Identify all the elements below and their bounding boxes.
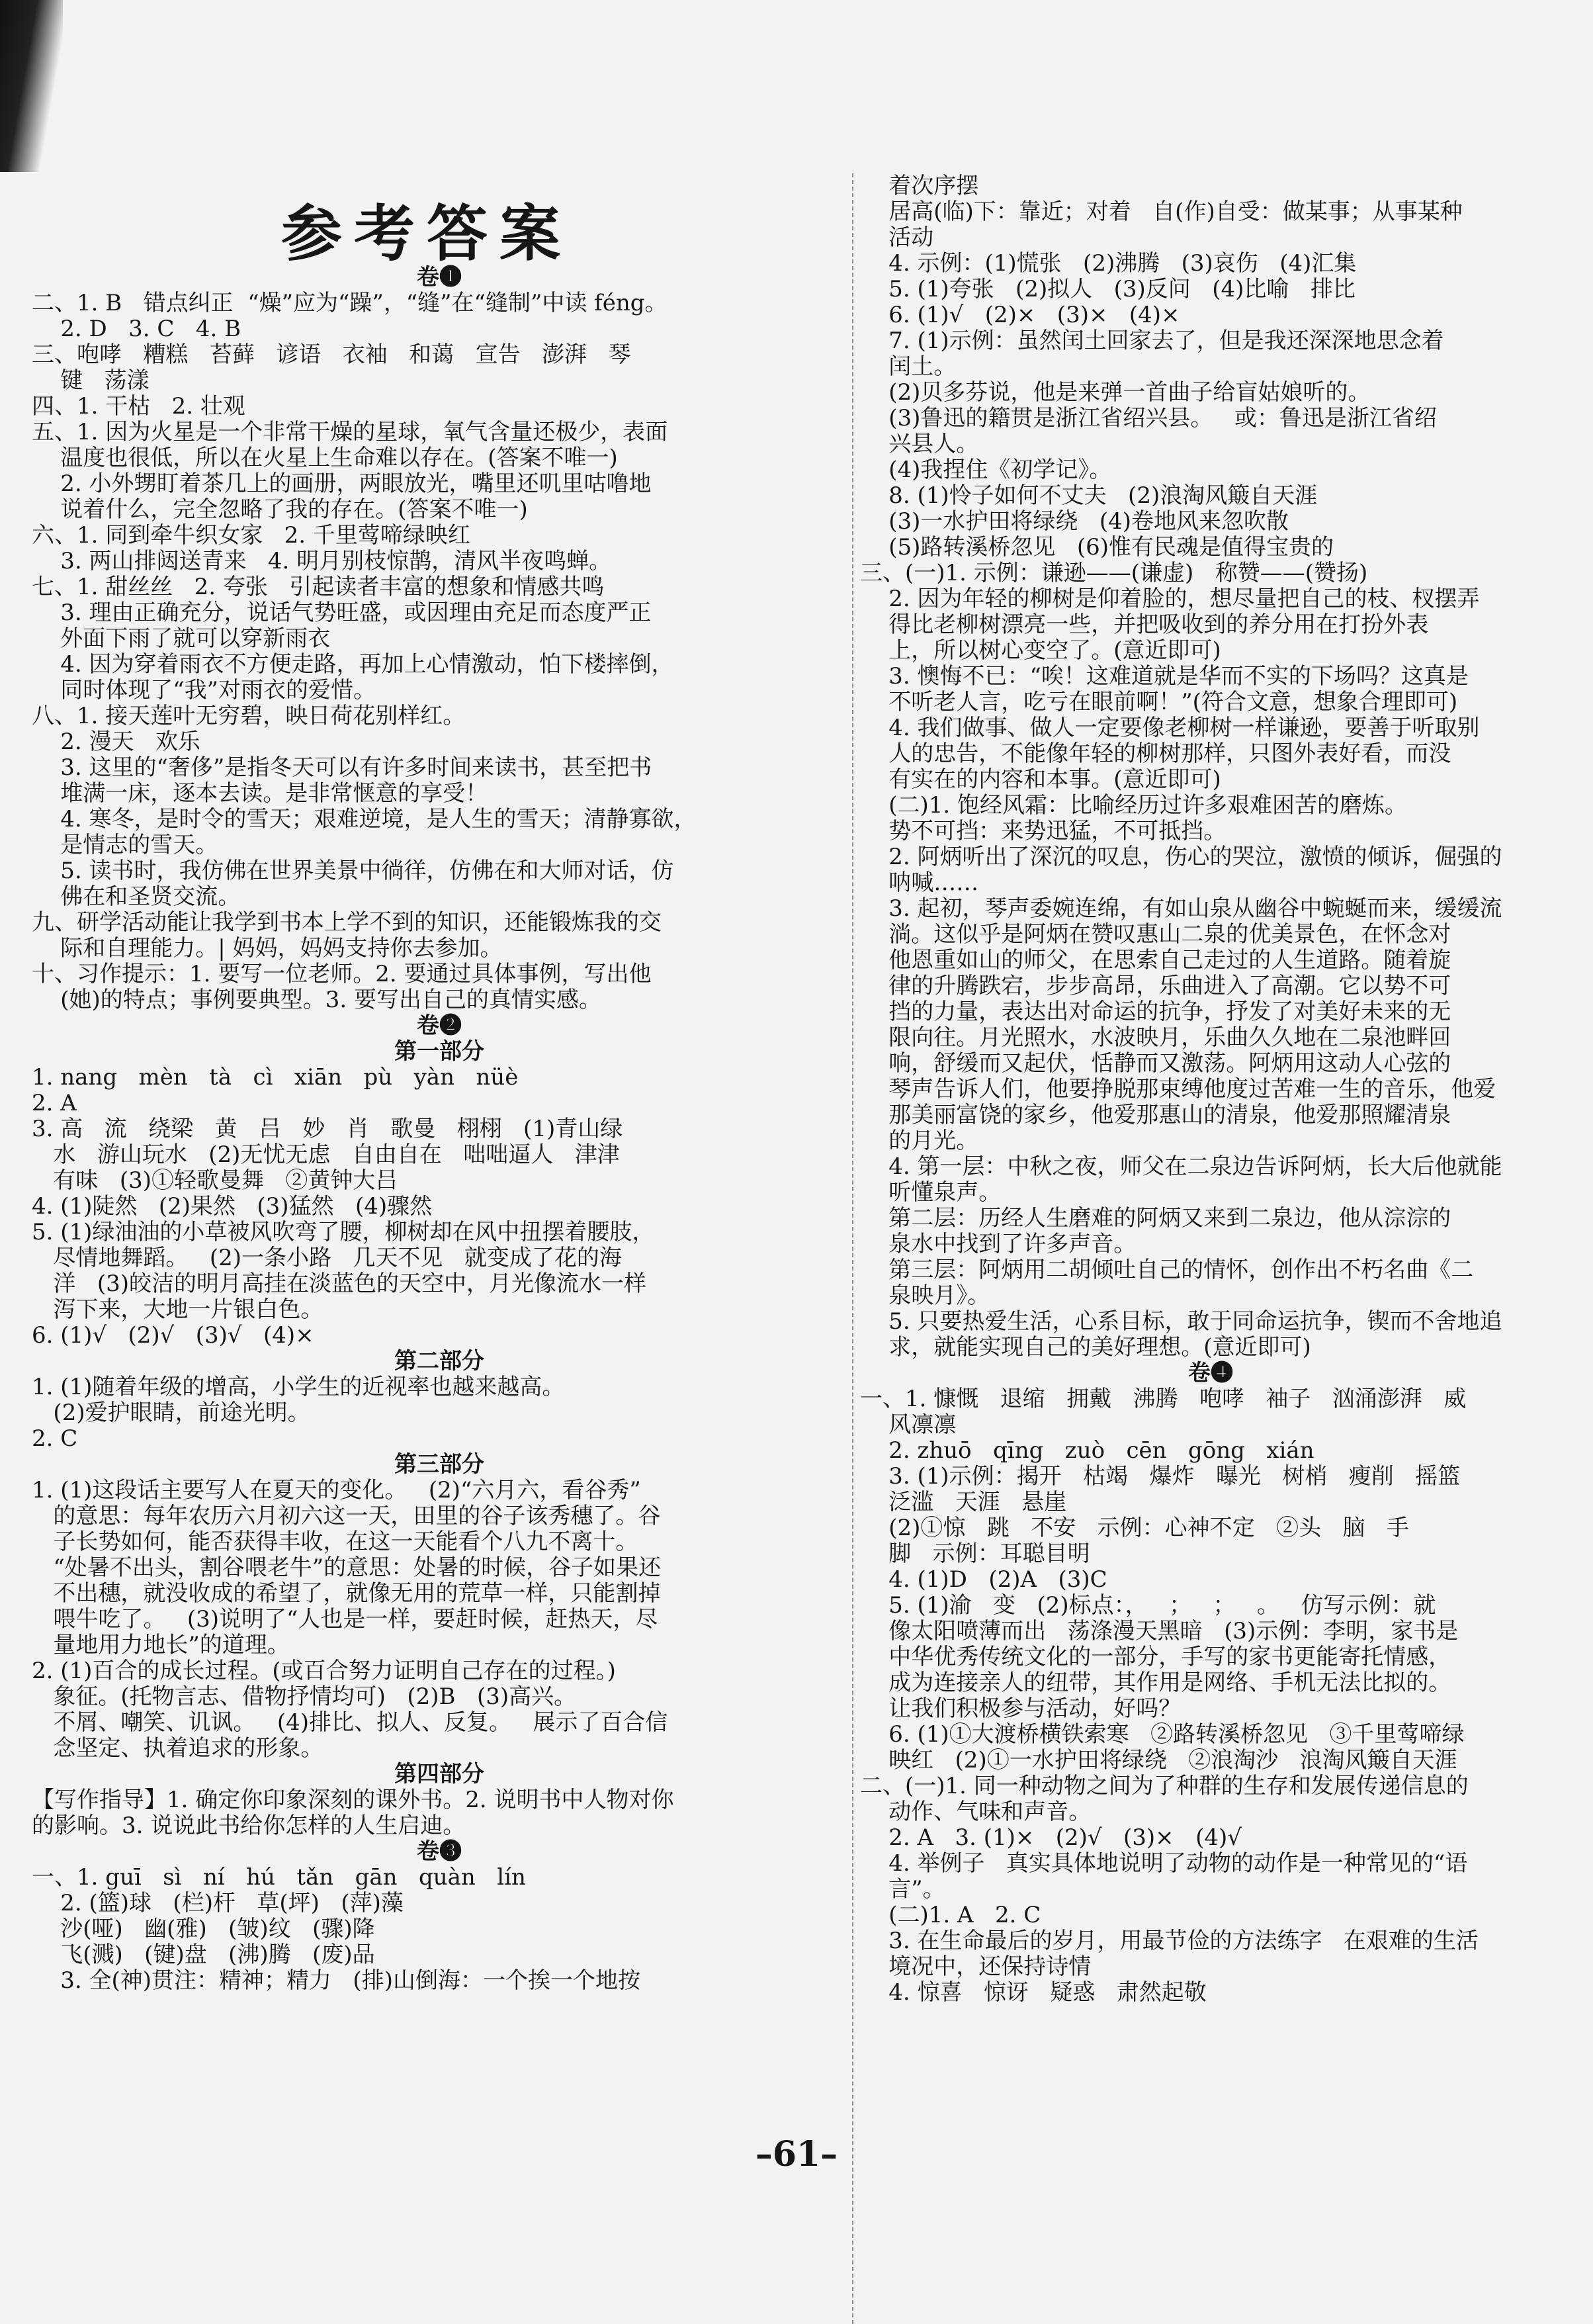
answer-line: 中华优秀传统文化的一部分，手写的家书更能寄托情感， xyxy=(860,1644,1451,1670)
answer-line: 堆满一床，逐本去读。是非常惬意的享受！ xyxy=(32,781,488,807)
answer-line: 泉水中找到了许多声音。 xyxy=(860,1231,1137,1257)
answer-line: 1. (1)随着年级的增高，小学生的近视率也越来越高。 xyxy=(32,1374,565,1400)
answer-line: 泻下来，大地一片银白色。 xyxy=(32,1297,323,1323)
answer-line: 2. 因为年轻的柳树是仰着脸的，想尽量把自己的枝、杈摆弄 xyxy=(860,586,1480,612)
answer-line: 脚 示例：耳聪目明 xyxy=(860,1541,1090,1567)
answer-line: 飞(溅) (键)盘 (沸)腾 (废)品 xyxy=(32,1942,375,1968)
answer-line: 3. 理由正确充分，说话气势旺盛，或因理由充足而态度严正 xyxy=(32,600,652,626)
section-heading: 卷❷ xyxy=(417,1013,462,1039)
answer-line: 求，就能实现自己的美好理想。(意近即可) xyxy=(860,1335,1311,1361)
answer-line: 九、研学活动能让我学到书本上学不到的知识，还能锻炼我的交 xyxy=(32,910,662,936)
answer-line: 5. (1)渝 变 (2)标点：， ； ； 。 仿写示例：就 xyxy=(860,1593,1436,1619)
answer-line: 映红 (2)①一水护田将绿绕 ②浪淘沙 浪淘风簸自天涯 xyxy=(860,1748,1457,1773)
answer-line: 7. (1)示例：虽然闰土回家去了，但是我还深深地思念着 xyxy=(860,328,1444,354)
answer-line: 六、1. 同到牵牛织女家 2. 千里莺啼绿映红 xyxy=(32,523,470,549)
answer-line: 6. (1)√ (2)× (3)× (4)× xyxy=(860,302,1180,328)
answer-line: 4. (1)陡然 (2)果然 (3)猛然 (4)骤然 xyxy=(32,1194,433,1220)
answer-line: 一、1. guī sì ní hú tǎn gān quàn lín xyxy=(32,1865,526,1891)
answer-line: 3. 全(神)贯注：精神；精力 (排)山倒海：一个挨一个地按 xyxy=(32,1968,640,1994)
answer-line: 5. (1)夸张 (2)拟人 (3)反问 (4)比喻 排比 xyxy=(860,277,1356,302)
answer-line: 有味 (3)①轻歌曼舞 ②黄钟大吕 xyxy=(32,1168,398,1194)
column-divider xyxy=(852,173,855,2324)
answer-line: 键 荡漾 xyxy=(32,368,150,394)
section-heading: 第一部分 xyxy=(394,1039,484,1065)
answer-line: 际和自理能力。| 妈妈，妈妈支持你去参加。 xyxy=(32,936,503,961)
answer-line: 呐喊…… xyxy=(860,870,979,896)
answer-line: (她)的特点；事例要典型。3. 要写出自己的真情实感。 xyxy=(32,987,602,1013)
answer-line: 5. 读书时，我仿佛在世界美景中徜徉，仿佛在和大师对话，仿 xyxy=(32,858,674,884)
answer-line: (5)路转溪桥忽见 (6)惟有民魂是值得宝贵的 xyxy=(860,535,1334,560)
right-column xyxy=(860,173,1561,2006)
answer-line: 3. 两山排闼送青来 4. 明月别枝惊鹊，清风半夜鸣蝉。 xyxy=(32,549,612,574)
answer-line: 尽情地舞蹈。 (2)一条小路 几天不见 就变成了花的海 xyxy=(32,1245,622,1271)
answer-line: 是情志的雪天。 xyxy=(32,832,218,858)
answer-line: 量地用力地长”的道理。 xyxy=(32,1632,290,1658)
answer-line: 势不可挡：来势迅猛，不可抵挡。 xyxy=(860,819,1227,844)
answer-line: 成为连接亲人的纽带，其作用是网络、手机无法比拟的。 xyxy=(860,1670,1451,1696)
answer-line: 6. (1)①大渡桥横铁索寒 ②路转溪桥忽见 ③千里莺啼绿 xyxy=(860,1722,1465,1748)
answer-line: 佛在和圣贤交流。 xyxy=(32,884,241,910)
answer-line: (2)贝多芬说，他是来弹一首曲子给盲姑娘听的。 xyxy=(860,380,1371,406)
answer-line: 2. 小外甥盯着茶几上的画册，两眼放光，嘴里还叽里咕噜地 xyxy=(32,471,652,497)
answer-line: 境况中，还保持诗情 xyxy=(860,1954,1092,1980)
answer-line: (二)1. A 2. C xyxy=(860,1902,1041,1928)
answer-line: 七、1. 甜丝丝 2. 夸张 引起读者丰富的想象和情感共鸣 xyxy=(32,574,605,600)
answer-line: 6. (1)√ (2)√ (3)√ (4)× xyxy=(32,1323,314,1349)
answer-line: 上，所以树心变空了。(意近即可) xyxy=(860,638,1221,664)
answer-line: 4. 惊喜 惊讶 疑惑 肃然起敬 xyxy=(860,1980,1207,2006)
answer-line: 他恩重如山的师父，在思索自己走过的人生道路。随着旋 xyxy=(860,948,1451,973)
answer-line: 2. A 3. (1)× (2)√ (3)× (4)√ xyxy=(860,1825,1242,1851)
answer-line: (二)1. 饱经风霜：比喻经历过许多艰难困苦的磨炼。 xyxy=(860,793,1408,819)
answer-line: (3)鲁迅的籍贯是浙江省绍兴县。 或：鲁迅是浙江省绍 xyxy=(860,406,1437,431)
answer-line: 动作、气味和声音。 xyxy=(860,1799,1092,1825)
answer-line: 4. 因为穿着雨衣不方便走路，再加上心情激动，怕下楼摔倒， xyxy=(32,652,674,678)
answer-line: 2. C xyxy=(32,1426,78,1452)
section-heading: 卷❸ xyxy=(417,1839,462,1865)
answer-line: 2. 阿炳听出了深沉的叹息，伤心的哭泣，激愤的倾诉，倔强的 xyxy=(860,844,1502,870)
answer-line: 象征。(托物言志、借物抒情均可) (2)B (3)高兴。 xyxy=(32,1684,577,1710)
answer-line: “处暑不出头，割谷喂老牛”的意思：处暑的时候，谷子如果还 xyxy=(32,1555,662,1581)
answer-line: 有实在的内容和本事。(意近即可) xyxy=(860,767,1221,793)
answer-line: 不听老人言，吃亏在眼前啊！”(符合文意，想象合理即可) xyxy=(860,690,1458,715)
answer-line: (2)①惊 跳 不安 示例：心神不定 ②头 脑 手 xyxy=(860,1515,1409,1541)
section-heading: 卷❹ xyxy=(1188,1361,1233,1386)
answer-line: 听懂泉声。 xyxy=(860,1180,1002,1206)
answer-line: 律的升腾跌宕，步步高昂，乐曲进入了高潮。它以势不可 xyxy=(860,973,1451,999)
answer-line: 二、1. B 错点纠正 “燥”应为“躁”，“缝”在“缝制”中读 féng。 xyxy=(32,290,667,316)
answer-line: 三、咆哮 糟糕 苔藓 谚语 衣袖 和蔼 宣告 澎湃 琴 xyxy=(32,342,631,368)
answer-line: 2. A xyxy=(32,1091,77,1116)
answer-line: 3. 起初，琴声委婉连绵，有如山泉从幽谷中蜿蜒而来，缓缓流 xyxy=(860,896,1502,922)
answer-line: 风凛凛 xyxy=(860,1412,957,1438)
answer-line: 4. 第一层：中秋之夜，师父在二泉边告诉阿炳，长大后他就能 xyxy=(860,1154,1502,1180)
answer-line: 水 游山玩水 (2)无忧无虑 自由自在 咄咄逼人 津津 xyxy=(32,1142,620,1168)
answer-line: 【写作指导】1. 确定你印象深刻的课外书。2. 说明书中人物对你 xyxy=(32,1787,674,1813)
answer-line: 外面下雨了就可以穿新雨衣 xyxy=(32,626,331,652)
answer-line: 居高(临)下：靠近；对着 自(作)自受：做某事；从事某种 xyxy=(860,199,1463,225)
answer-line: 2. (篮)球 (栏)杆 草(坪) (萍)藻 xyxy=(32,1891,404,1916)
answer-line: 洋 (3)皎洁的明月高挂在淡蓝色的天空中，月光像流水一样 xyxy=(32,1271,647,1297)
answer-line: 的月光。 xyxy=(860,1128,979,1154)
answer-line: 4. 举例子 真实具体地说明了动物的动作是一种常见的“语 xyxy=(860,1851,1468,1877)
answer-line: 4. 我们做事、做人一定要像老柳树一样谦逊，要善于听取别 xyxy=(860,715,1480,741)
answer-line: 子长势如何，能否获得丰收，在这一天能看个八九不离十。 xyxy=(32,1529,638,1555)
answer-line: 的意思：每年农历六月初六这一天，田里的谷子该秀穗了。谷 xyxy=(32,1503,661,1529)
answer-line: 活动 xyxy=(860,225,934,251)
answer-line: (2)爱护眼睛，前途光明。 xyxy=(32,1400,310,1426)
answer-line: 沙(哑) 幽(雅) (皱)纹 (骤)降 xyxy=(32,1916,375,1942)
answer-line: 4. 示例：(1)慌张 (2)沸腾 (3)哀伤 (4)汇集 xyxy=(860,251,1357,277)
page-number: –61– xyxy=(755,2134,838,2174)
answer-line: 2. zhuō qīng zuò cēn gōng xián xyxy=(860,1438,1314,1464)
answer-line: 兴县人。 xyxy=(860,431,979,457)
left-column xyxy=(32,265,847,1994)
answer-line: 五、1. 因为火星是一个非常干燥的星球，氧气含量还极少，表面 xyxy=(32,420,668,445)
answer-line: 4. 寒冬，是时令的雪天；艰难逆境，是人生的雪天；清静寡欲， xyxy=(32,807,697,832)
answer-line: 像太阳喷薄而出 荡涤漫天黑暗 (3)示例：李明，家书是 xyxy=(860,1619,1459,1644)
answer-line: 温度也很低，所以在火星上生命难以存在。(答案不唯一) xyxy=(32,445,618,471)
scan-edge-shadow xyxy=(0,0,63,172)
answer-line: 着次序摆 xyxy=(860,173,979,199)
answer-line: 第二层：历经人生磨难的阿炳又来到二泉边，他从淙淙的 xyxy=(860,1206,1451,1231)
answer-line: 响，舒缓而又起伏，恬静而又激荡。阿炳用这动人心弦的 xyxy=(860,1051,1451,1077)
answer-line: 3. 在生命最后的岁月，用最节俭的方法练字 在艰难的生活 xyxy=(860,1928,1479,1954)
answer-line: 琴声告诉人们，他要挣脱那束缚他度过苦难一生的音乐，他爱 xyxy=(860,1077,1496,1102)
answer-line: 3. 懊悔不已：“唉！这难道就是华而不实的下场吗？这真是 xyxy=(860,664,1469,690)
answer-line: 2. 漫天 欢乐 xyxy=(32,729,200,755)
answer-line: 说着什么，完全忽略了我的存在。(答案不唯一) xyxy=(32,497,528,523)
answer-line: 让我们积极参与活动，好吗？ xyxy=(860,1696,1182,1722)
answer-line: 四、1. 干枯 2. 壮观 xyxy=(32,394,245,420)
answer-line: 八、1. 接天莲叶无穷碧，映日荷花别样红。 xyxy=(32,703,466,729)
answer-line: 泉映月》。 xyxy=(860,1283,990,1309)
answer-line: 5. (1)绿油油的小草被风吹弯了腰，柳树却在风中扭摆着腰肢， xyxy=(32,1220,655,1245)
answer-line: 淌。这似乎是阿炳在赞叹惠山二泉的优美景色，在怀念对 xyxy=(860,922,1451,948)
answer-line: 2. D 3. C 4. B xyxy=(32,316,241,342)
answer-line: 一、1. 慷慨 退缩 拥戴 沸腾 咆哮 袖子 汹涌澎湃 威 xyxy=(860,1386,1467,1412)
answer-line: 8. (1)怜子如何不丈夫 (2)浪淘风簸自天涯 xyxy=(860,483,1318,509)
answer-line: 3. 这里的“奢侈”是指冬天可以有许多时间来读书，甚至把书 xyxy=(32,755,652,781)
answer-line: (3)一水护田将绿绕 (4)卷地风来忽吹散 xyxy=(860,509,1289,535)
section-heading: 第二部分 xyxy=(394,1349,484,1374)
answer-line: 三、(一)1. 示例：谦逊——(谦虚) 称赞——(赞扬) xyxy=(860,560,1368,586)
answer-line: 不屑、嘲笑、讥讽。 (4)排比、拟人、反复。 展示了百合信 xyxy=(32,1710,668,1736)
answer-line: 1. nang mèn tà cì xiān pù yàn nüè xyxy=(32,1065,519,1091)
answer-line: 2. (1)百合的成长过程。(或百合努力证明自己存在的过程。) xyxy=(32,1658,616,1684)
answer-line: 喂牛吃了。 (3)说明了“人也是一样，要赶时候，赶热天，尽 xyxy=(32,1607,658,1632)
section-heading: 卷❶ xyxy=(417,265,462,290)
answer-line: 泛滥 天涯 悬崖 xyxy=(860,1490,1067,1515)
answer-line: 3. (1)示例：揭开 枯竭 爆炸 曝光 树梢 瘦削 摇篮 xyxy=(860,1464,1461,1490)
answer-line: 第三层：阿炳用二胡倾吐自己的情怀，创作出不朽名曲《二 xyxy=(860,1257,1474,1283)
section-heading: 第四部分 xyxy=(394,1762,484,1787)
answer-line: 3. 高 流 绕梁 黄 吕 妙 肖 歌曼 栩栩 (1)青山绿 xyxy=(32,1116,623,1142)
answer-line: 闰土。 xyxy=(860,354,957,380)
section-heading: 第三部分 xyxy=(394,1452,484,1478)
answer-line: 不出穗，就没收成的希望了，就像无用的荒草一样，只能割掉 xyxy=(32,1581,661,1607)
answer-line: 那美丽富饶的家乡，他爱那惠山的清泉，他爱那照耀清泉 xyxy=(860,1102,1451,1128)
answer-line: 言”。 xyxy=(860,1877,945,1902)
answer-line: 十、习作提示：1. 要写一位老师。2. 要通过具体事例，写出他 xyxy=(32,961,652,987)
answer-line: 的影响。3. 说说此书给你怎样的人生启迪。 xyxy=(32,1813,466,1839)
answer-line: 同时体现了“我”对雨衣的爱惜。 xyxy=(32,678,376,703)
answer-line: 二、(一)1. 同一种动物之间为了种群的生存和发展传递信息的 xyxy=(860,1773,1469,1799)
answer-line: 念坚定、执着追求的形象。 xyxy=(32,1736,323,1762)
answer-line: 1. (1)这段话主要写人在夏天的变化。 (2)“六月六，看谷秀” xyxy=(32,1478,641,1503)
page-title: 参考答案 xyxy=(280,198,572,269)
answer-line: 人的忠告，不能像年轻的柳树那样，只图外表好看，而没 xyxy=(860,741,1451,767)
answer-line: 5. 只要热爱生活，心系目标，敢于同命运抗争，锲而不舍地追 xyxy=(860,1309,1502,1335)
answer-line: 挡的力量，表达出对命运的抗争，抒发了对美好未来的无 xyxy=(860,999,1451,1025)
answer-line: 4. (1)D (2)A (3)C xyxy=(860,1567,1107,1593)
answer-line: 限向往。月光照水，水波映月，乐曲久久地在二泉池畔回 xyxy=(860,1025,1451,1051)
answer-line: (4)我捏住《初学记》。 xyxy=(860,457,1112,483)
answer-line: 得比老柳树漂亮一些，并把吸收到的养分用在打扮外表 xyxy=(860,612,1429,638)
